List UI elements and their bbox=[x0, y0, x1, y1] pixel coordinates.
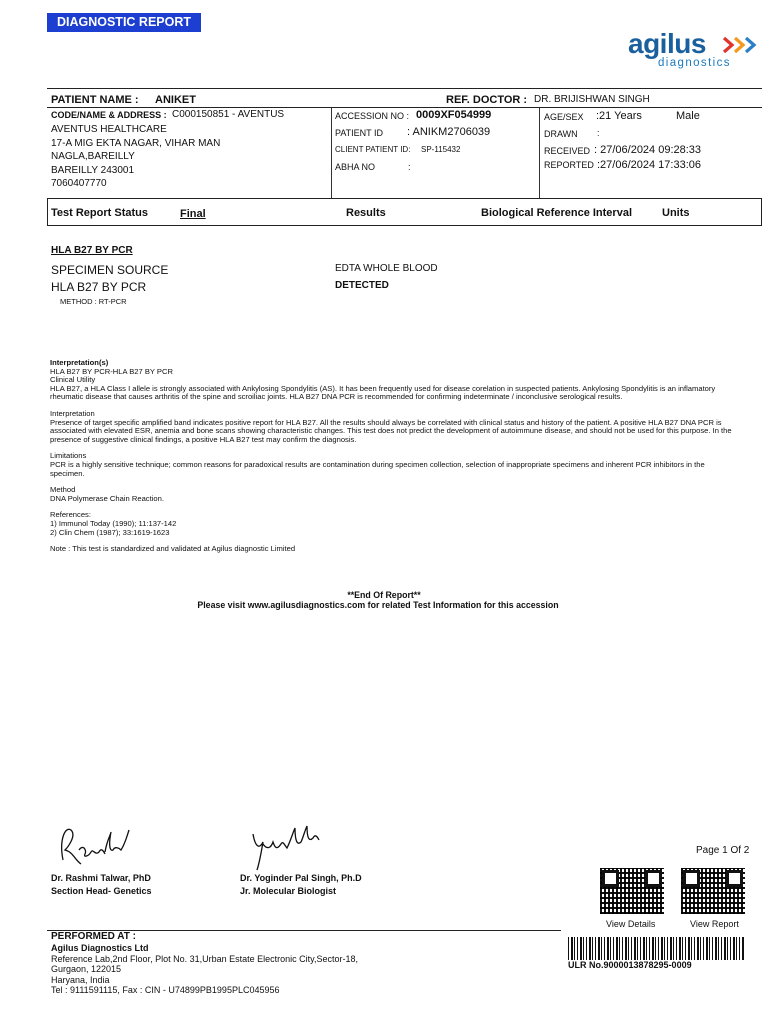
performed-at-heading: PERFORMED AT : bbox=[51, 931, 136, 942]
result-value: DETECTED bbox=[335, 280, 389, 291]
interpretation-label: Interpretation bbox=[50, 408, 95, 418]
report-type-badge: DIAGNOSTIC REPORT bbox=[47, 13, 201, 32]
method-label: Method bbox=[50, 485, 76, 495]
interpretation-section bbox=[50, 359, 740, 554]
test-method: METHOD : RT-PCR bbox=[60, 297, 127, 306]
received-label: RECEIVED bbox=[544, 146, 591, 156]
abha-label: ABHA NO bbox=[335, 162, 376, 172]
test-title: HLA B27 BY PCR bbox=[51, 245, 133, 256]
header-rule bbox=[47, 88, 762, 89]
signatory-title: Jr. Molecular Biologist bbox=[240, 886, 337, 896]
signatory-name: Dr. Rashmi Talwar, PhD bbox=[51, 873, 151, 883]
address-line: AVENTUS HEALTHCARE bbox=[51, 124, 167, 135]
reference-item: 2) Clin Chem (1987); 33:1619-1623 bbox=[50, 527, 170, 537]
references-label: References: bbox=[50, 510, 91, 520]
agilus-logo bbox=[628, 30, 763, 72]
result-label: HLA B27 BY PCR bbox=[51, 280, 147, 294]
abha-number: : bbox=[408, 162, 411, 172]
patient-id: : ANIKM2706039 bbox=[407, 126, 491, 138]
reference-item: 1) Immunol Today (1990); 11:137-142 bbox=[50, 518, 177, 528]
view-details-link[interactable]: View Details bbox=[606, 919, 656, 929]
ulr-barcode bbox=[568, 937, 745, 960]
method-text: DNA Polymerase Chain Reaction. bbox=[50, 493, 164, 503]
client-address bbox=[51, 123, 220, 191]
sex: Male bbox=[676, 110, 700, 122]
lab-address bbox=[51, 954, 358, 996]
column-divider bbox=[331, 108, 332, 198]
units-header: Units bbox=[662, 207, 690, 219]
interpretation-subheading: HLA B27 BY PCR-HLA B27 BY PCR bbox=[50, 366, 173, 376]
limitations-text: PCR is a highly sensitive technique; common reasons for paradoxical results are contamination during specimen collection, selection of inappropriate specimens and inherent PCR inhibitors in the specimen. bbox=[50, 459, 705, 478]
report-status-label: Test Report Status bbox=[51, 207, 148, 219]
ref-doctor: DR. BRIJISHWAN SINGH bbox=[534, 94, 650, 105]
qr-code-view-details[interactable] bbox=[600, 868, 664, 914]
age-sex-label: AGE/SEX bbox=[544, 112, 584, 122]
logo-subtitle: diagnostics bbox=[658, 57, 731, 69]
interpretation-heading: Interpretation(s) bbox=[50, 358, 109, 367]
report-status: Final bbox=[180, 208, 206, 220]
reported-time: :27/06/2024 17:33:06 bbox=[597, 159, 701, 171]
standardization-note: Note : This test is standardized and validated at Agilus diagnostic Limited bbox=[50, 544, 296, 554]
signature-yoginder-image bbox=[245, 820, 325, 872]
ulr-number: ULR No.9000013878295-0009 bbox=[568, 960, 692, 970]
client-phone: 7060407770 bbox=[51, 178, 107, 189]
patient-id-label: PATIENT ID bbox=[335, 128, 384, 138]
patient-name: ANIKET bbox=[155, 94, 196, 106]
clinical-utility-label: Clinical Utility bbox=[50, 375, 96, 385]
drawn-time: : bbox=[597, 128, 600, 138]
page-number: Page 1 Of 2 bbox=[696, 845, 750, 856]
lab-contact: Tel : 9111591115, Fax : CIN - U74899PB1995PLC045956 bbox=[51, 985, 280, 996]
result-value: EDTA WHOLE BLOOD bbox=[335, 263, 438, 274]
results-header: Results bbox=[346, 207, 386, 219]
client-code: C000150851 - AVENTUS bbox=[172, 109, 285, 120]
logo-chevrons-icon bbox=[722, 36, 760, 54]
column-divider bbox=[539, 108, 540, 198]
accession-label: ACCESSION NO : bbox=[335, 111, 410, 121]
age: :21 Years bbox=[596, 110, 642, 122]
bio-ref-header: Biological Reference Interval bbox=[481, 207, 632, 219]
accession-number: 0009XF054999 bbox=[416, 109, 492, 121]
interpretation-text: Presence of target specific amplified band indicates positive report for HLA B27. All the results should always be correlated with clinical status and history of the patient. A positive HLA B27 DNA PCR is associated with elevated ESR, anemia and bone scans showing characteristic changes. This test does not predict the development of autoimmune disease, and should not be used for this purpose. In the presence of suggestive clinical findings, a positive HLA B27 test may confirm the diagnosis. bbox=[50, 417, 732, 444]
code-label: CODE/NAME & ADDRESS : bbox=[51, 110, 167, 120]
lab-address-line: Reference Lab,2nd Floor, Plot No. 31,Urban Estate Electronic City,Sector-18, bbox=[51, 954, 358, 964]
lab-address-line: Gurgaon, 122015 bbox=[51, 964, 122, 975]
reported-label: REPORTED bbox=[544, 160, 594, 170]
lab-name: Agilus Diagnostics Ltd bbox=[51, 943, 149, 953]
received-time: : 27/06/2024 09:28:33 bbox=[594, 144, 702, 156]
logo-wordmark: agilus bbox=[628, 28, 706, 59]
visit-website-note: Please visit www.agilusdiagnostics.com for related Test Information for this accession bbox=[197, 600, 559, 610]
column-header-box bbox=[47, 198, 762, 226]
clinical-utility-text: HLA B27, a HLA Class I allele is strongly associated with Ankylosing Spondylitis (AS). It has been frequently used for disease corelation in suspected patients. Ankylosing Spondylitis is an inflamatory rheumatic disease that causes arthritis of the spine and scroiliac joints. HLA B27 DNA PCR is recommended for confirming indeterminate / inconclusive serological results. bbox=[50, 383, 716, 402]
limitations-label: Limitations bbox=[50, 451, 87, 461]
address-line: BAREILLY 243001 bbox=[51, 164, 135, 176]
signatory-title: Section Head- Genetics bbox=[51, 886, 152, 896]
qr-code-view-report[interactable] bbox=[681, 868, 745, 914]
lab-address-line: Haryana, India bbox=[51, 974, 110, 985]
ref-doctor-label: REF. DOCTOR : bbox=[446, 94, 528, 106]
drawn-label: DRAWN bbox=[544, 129, 578, 139]
signatory-name: Dr. Yoginder Pal Singh, Ph.D bbox=[240, 873, 362, 883]
address-line: 17-A MIG EKTA NAGAR, VIHAR MAN bbox=[51, 137, 221, 149]
result-label: SPECIMEN SOURCE bbox=[51, 263, 169, 277]
patient-name-label: PATIENT NAME : bbox=[51, 94, 139, 106]
divider bbox=[47, 107, 762, 108]
address-line: NAGLA,BAREILLY bbox=[51, 151, 135, 162]
signature-rashmi-image bbox=[55, 820, 135, 870]
end-of-report: **End Of Report** bbox=[347, 590, 421, 600]
client-patient-id-label: CLIENT PATIENT ID: bbox=[335, 145, 411, 154]
client-patient-id: SP-115432 bbox=[421, 145, 461, 154]
view-report-link[interactable]: View Report bbox=[690, 919, 739, 929]
